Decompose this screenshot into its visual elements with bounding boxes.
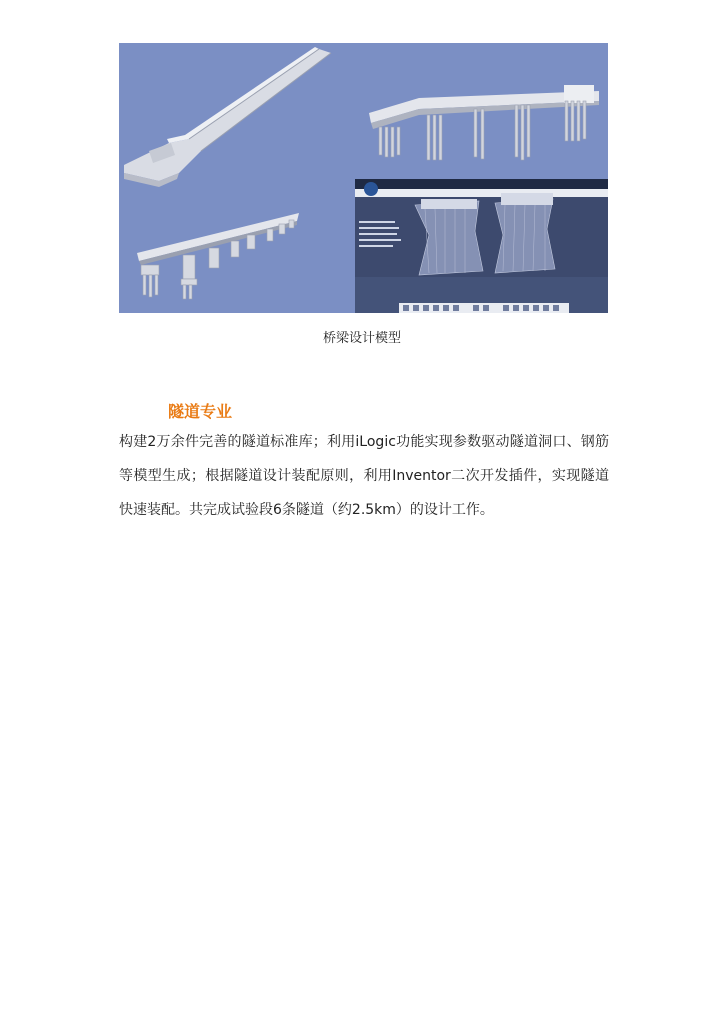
bridge-model-illustration bbox=[119, 43, 608, 313]
figure-caption: 桥梁设计模型 bbox=[322, 331, 401, 346]
cad-software-screenshot bbox=[355, 179, 608, 313]
section-title: 隧道专业 bbox=[168, 402, 233, 421]
section-paragraph: 构建2万余件完善的隧道标准库；利用iLogic功能实现参数驱动隧道洞口、钢筋等模型生成；根据隧道设计装配原则，利用Inventor二次开发插件，实现隧道快速装配。共完成试验段6条隧道（约2.5km）的设计工作。 bbox=[119, 434, 609, 518]
bridge-model-figure bbox=[119, 43, 608, 313]
